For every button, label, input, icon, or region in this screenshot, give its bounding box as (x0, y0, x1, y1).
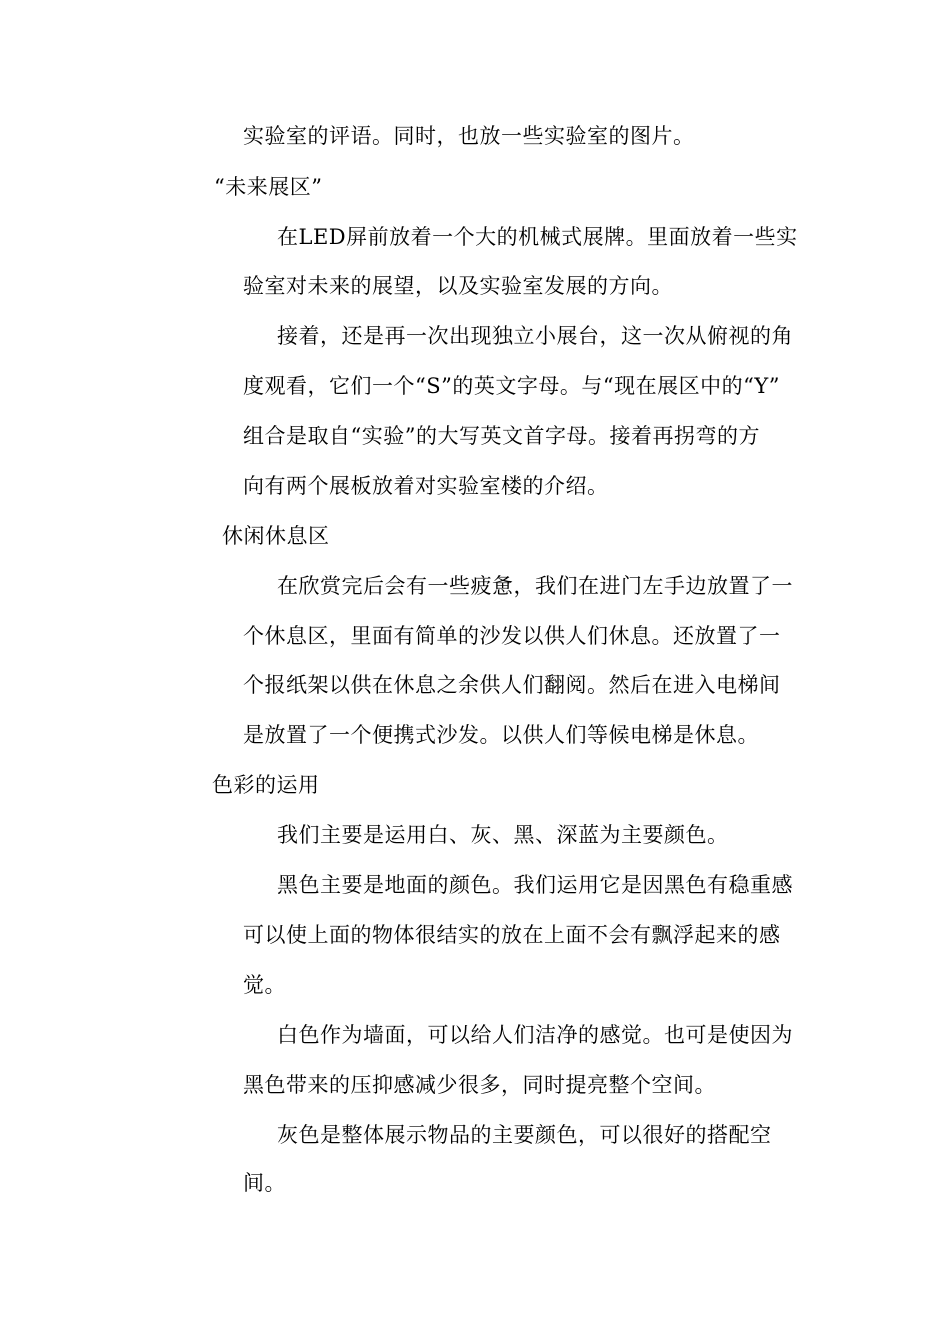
paragraph-line: 觉。 (243, 973, 286, 997)
paragraph-line: 间。 (243, 1171, 286, 1195)
section-heading-color-use: 色彩的运用 (212, 773, 320, 797)
paragraph-line: 接着，还是再一次出现独立小展台，这一次从俯视的角 (277, 324, 793, 348)
paragraph-line: 白色作为墙面，可以给人们洁净的感觉。也可是使因为 (277, 1023, 793, 1047)
paragraph-line: 实验室的评语。同时，也放一些实验室的图片。 (243, 124, 695, 148)
paragraph-line: 度观看，它们一个“S”的英文字母。与“现在展区中的“Y” (243, 374, 780, 398)
paragraph-line: 验室对未来的展望，以及实验室发展的方向。 (243, 274, 673, 298)
paragraph-line: 我们主要是运用白、灰、黑、深蓝为主要颜色。 (277, 823, 729, 847)
paragraph-line: 黑色主要是地面的颜色。我们运用它是因黑色有稳重感 (277, 873, 793, 897)
paragraph-line: 向有两个展板放着对实验室楼的介绍。 (243, 474, 609, 498)
paragraph-line: 组合是取自“实验”的大写英文首字母。接着再拐弯的方 (243, 424, 760, 448)
paragraph-line: 在欣赏完后会有一些疲惫，我们在进门左手边放置了一 (277, 574, 793, 598)
paragraph-line: 是放置了一个便携式沙发。以供人们等候电梯是休息。 (243, 723, 759, 747)
section-heading-future-zone: “未来展区” (214, 175, 323, 199)
paragraph-line: 灰色是整体展示物品的主要颜色，可以很好的搭配空 (277, 1123, 772, 1147)
paragraph-line: 个报纸架以供在休息之余供人们翻阅。然后在进入电梯间 (243, 673, 781, 697)
paragraph-line: 个休息区，里面有简单的沙发以供人们休息。还放置了一 (243, 624, 781, 648)
paragraph-line: 可以使上面的物体很结实的放在上面不会有飘浮起来的感 (243, 923, 781, 947)
paragraph-line: 在LED屏前放着一个大的机械式展牌。里面放着一些实 (277, 225, 798, 249)
section-heading-rest-area: 休闲休息区 (222, 524, 330, 548)
paragraph-line: 黑色带来的压抑感减少很多，同时提亮整个空间。 (243, 1073, 716, 1097)
